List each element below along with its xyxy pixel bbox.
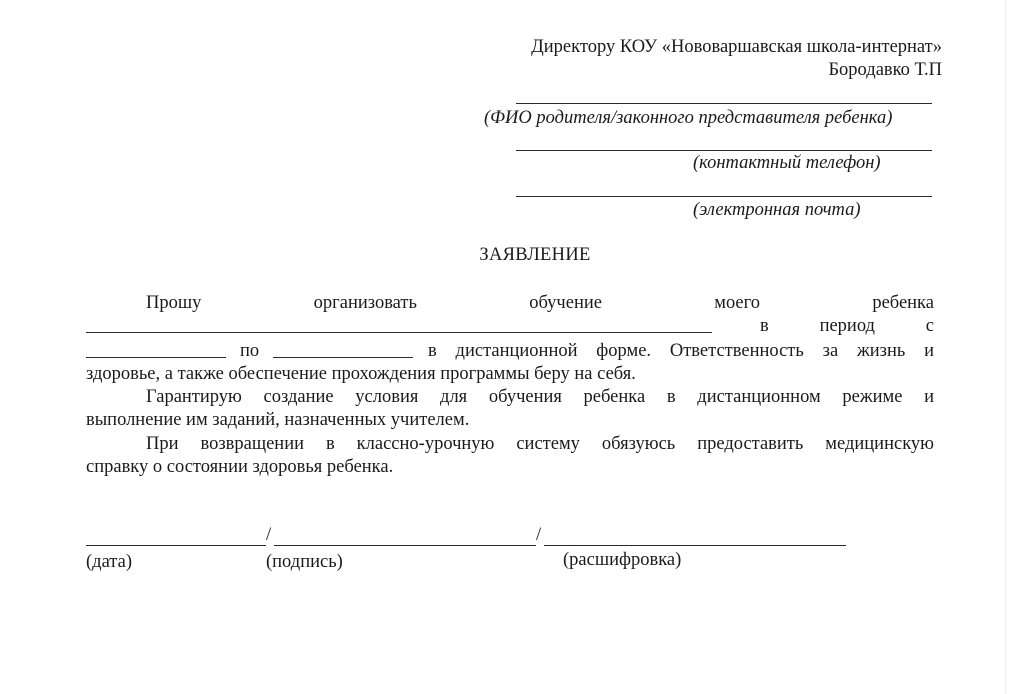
date-line[interactable] xyxy=(86,545,266,546)
body-word: обучение xyxy=(529,293,602,313)
body-line-6: выполнение им заданий, назначенных учителем. xyxy=(86,410,470,430)
child-name-line[interactable] xyxy=(86,332,712,333)
parent-name-caption: (ФИО родителя/законного представителя ребенка) xyxy=(484,108,893,128)
decoding-label: (расшифровка) xyxy=(563,550,682,570)
body-line-8: справку о состоянии здоровья ребенка. xyxy=(86,457,394,477)
decoding-line[interactable] xyxy=(544,545,846,546)
body-line-7: При возвращении в классно-урочную систему обязуюсь предоставить медицинскую xyxy=(146,434,934,454)
body-word: с xyxy=(925,316,934,336)
body-word: Прошу xyxy=(146,293,202,313)
body-word: моего xyxy=(714,293,761,313)
email-caption: (электронная почта) xyxy=(693,200,861,220)
body-line-1 xyxy=(146,292,934,314)
body-line-5: Гарантирую создание условия для обучения ребенка в дистанционном режиме и xyxy=(146,387,934,407)
body-line-3-text: в дистанционной форме. Ответственность за жизнь и xyxy=(428,341,934,361)
signature-label: (подпись) xyxy=(266,552,343,572)
body-line-2 xyxy=(760,315,934,337)
phone-line[interactable] xyxy=(516,150,932,151)
body-word: ребенка xyxy=(872,293,934,313)
director-name: Бородавко Т.П xyxy=(828,60,942,80)
body-word: период xyxy=(819,316,875,336)
parent-name-line[interactable] xyxy=(516,103,932,104)
period-po-text: по xyxy=(240,341,260,361)
signature-slash: / xyxy=(536,525,542,545)
email-line[interactable] xyxy=(516,196,932,197)
body-word: в xyxy=(760,316,769,336)
period-end-line[interactable] xyxy=(273,357,413,358)
document-title: ЗАЯВЛЕНИЕ xyxy=(479,245,591,265)
addressee-line: Директору КОУ «Нововаршавская школа-интернат» xyxy=(531,37,942,57)
date-label: (дата) xyxy=(86,552,132,572)
body-line-4: здоровье, а также обеспечение прохождения программы беру на себя. xyxy=(86,364,636,384)
body-word: организовать xyxy=(313,293,417,313)
signature-slash: / xyxy=(266,525,272,545)
period-start-line[interactable] xyxy=(86,357,226,358)
phone-caption: (контактный телефон) xyxy=(693,153,881,173)
page-edge xyxy=(1005,0,1006,694)
signature-line[interactable] xyxy=(274,545,536,546)
